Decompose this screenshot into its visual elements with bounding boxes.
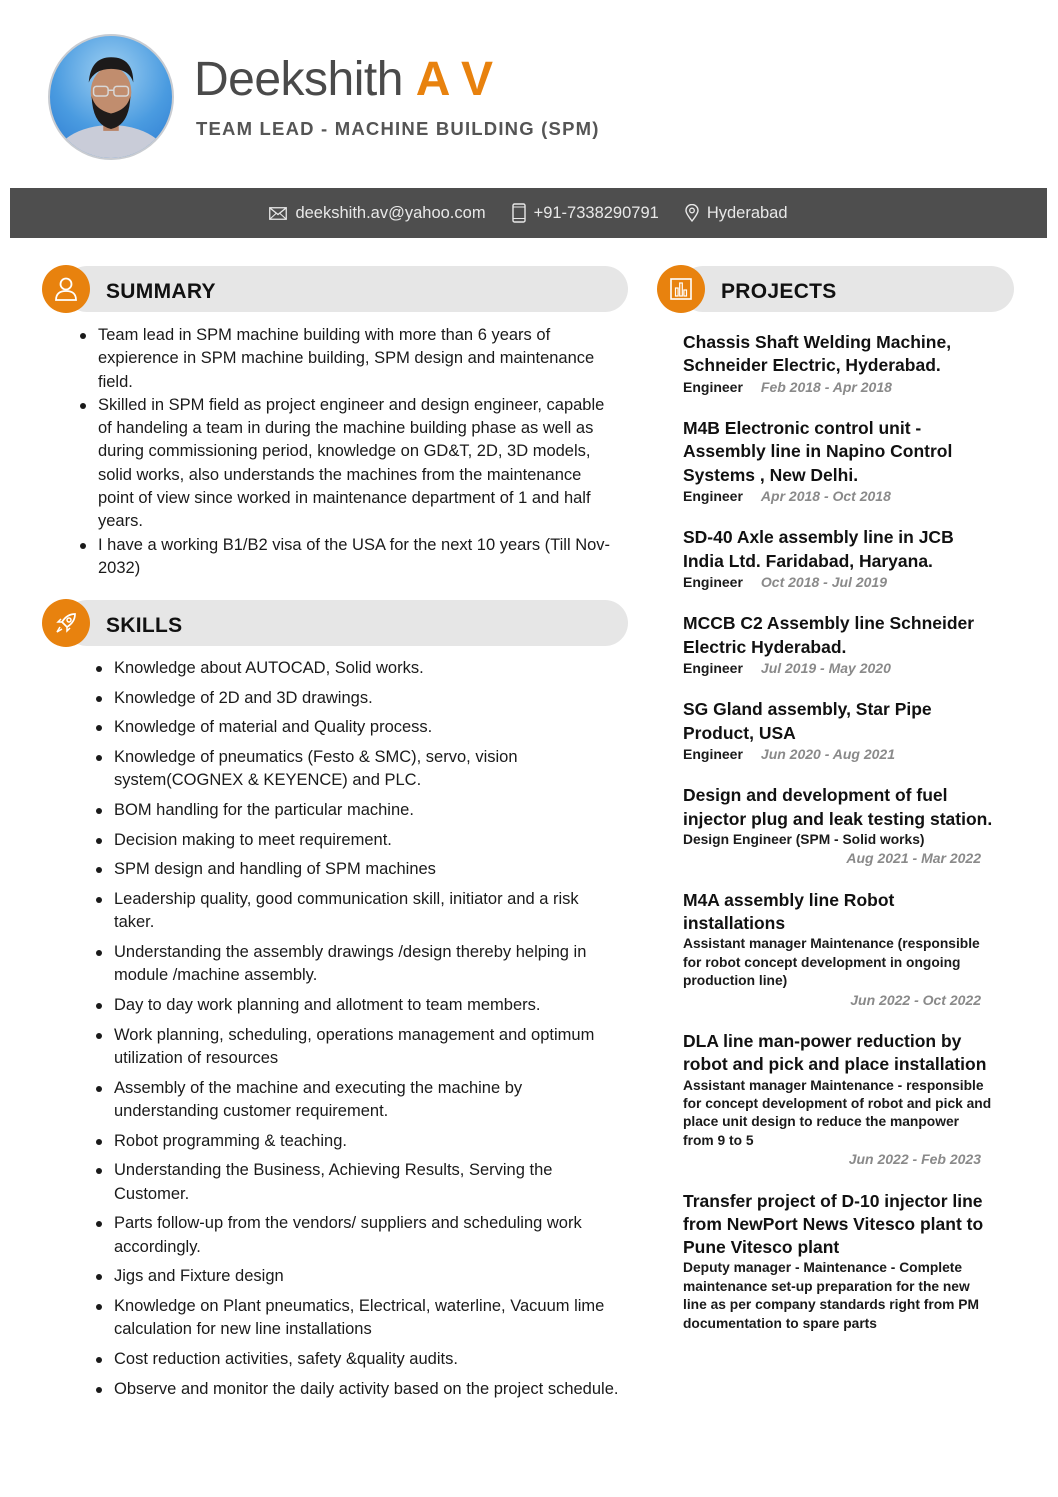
last-name: A V bbox=[415, 53, 493, 106]
location-text: Hyderabad bbox=[706, 203, 788, 222]
project-entry bbox=[683, 612, 993, 677]
profile-photo bbox=[48, 34, 174, 160]
project-role: Deputy manager - Maintenance - Complete maintenance set-up preparation for the new line as per company standards right from PM documentation to spare parts bbox=[683, 1260, 979, 1331]
project-entry bbox=[683, 698, 993, 763]
project-dates: Aug 2021 - Mar 2022 bbox=[846, 850, 981, 867]
project-role: Engineer bbox=[683, 573, 743, 590]
project-meta bbox=[683, 378, 993, 396]
skill-item: Parts follow-up from the vendors/ suppliers and scheduling work accordingly. bbox=[92, 1212, 620, 1259]
project-entry bbox=[683, 331, 993, 396]
project-entry bbox=[683, 526, 993, 591]
project-name: Design and development of fuel injector plug and leak testing station. bbox=[683, 785, 993, 829]
project-dates: Jun 2020 - Aug 2021 bbox=[760, 745, 895, 762]
skills-heading: SKILLS bbox=[106, 614, 183, 637]
contact-location bbox=[685, 204, 788, 223]
projects-list bbox=[683, 331, 993, 1354]
project-name: M4A assembly line Robot installations bbox=[683, 889, 895, 933]
project-meta bbox=[683, 1077, 993, 1169]
skill-item: Knowledge on Plant pneumatics, Electrical, waterline, Vacuum lime calculation for new line installations bbox=[92, 1295, 620, 1342]
project-entry bbox=[683, 889, 993, 1009]
skill-item: Leadership quality, good communication skill, initiator and a risk taker. bbox=[92, 888, 620, 935]
project-entry bbox=[683, 784, 993, 867]
contact-phone[interactable] bbox=[512, 203, 659, 223]
skill-item: Understanding the assembly drawings /design thereby helping in module /machine assembly. bbox=[92, 941, 620, 988]
first-name: Deekshith bbox=[194, 53, 403, 106]
project-role: Assistant manager Maintenance - responsible for concept development of robot and pick and place unit design to reduce the manpower from 9 to 5 bbox=[683, 1077, 992, 1148]
project-dates: Feb 2018 - Apr 2018 bbox=[760, 378, 892, 395]
skill-item: Understanding the Business, Achieving Results, Serving the Customer. bbox=[92, 1159, 620, 1206]
project-dates: Oct 2018 - Jul 2019 bbox=[760, 573, 887, 590]
project-name: SD-40 Axle assembly line in JCB India Ltd. Faridabad, Haryana. bbox=[683, 527, 954, 571]
project-dates: Jun 2022 - Oct 2022 bbox=[850, 991, 981, 1008]
skill-item: Knowledge of 2D and 3D drawings. bbox=[92, 687, 620, 710]
project-entry bbox=[683, 1030, 993, 1169]
skill-item: SPM design and handling of SPM machines bbox=[92, 858, 620, 881]
summary-list bbox=[76, 324, 616, 580]
bar-chart-icon bbox=[669, 277, 693, 301]
project-entry bbox=[683, 417, 993, 505]
job-title: TEAM LEAD - MACHINE BUILDING (SPM) bbox=[196, 118, 600, 139]
mobile-phone-icon bbox=[512, 203, 526, 223]
summary-heading: SUMMARY bbox=[106, 280, 216, 303]
project-meta bbox=[683, 935, 993, 1009]
project-role: Engineer bbox=[683, 378, 743, 395]
project-dates: Jun 2022 - Feb 2023 bbox=[848, 1151, 981, 1168]
summary-item: I have a working B1/B2 visa of the USA for the next 10 years (Till Nov- 2032) bbox=[76, 534, 616, 581]
candidate-name bbox=[194, 52, 493, 108]
skill-item: Assembly of the machine and executing the machine by understanding customer requirement. bbox=[92, 1077, 620, 1124]
project-role: Engineer bbox=[683, 659, 743, 676]
skill-item: Observe and monitor the daily activity based on the project schedule. bbox=[92, 1378, 620, 1401]
summary-icon-badge bbox=[42, 265, 90, 313]
skills-icon-badge bbox=[42, 599, 90, 647]
skills-list bbox=[92, 657, 620, 1407]
phone-text: +91-7338290791 bbox=[533, 203, 659, 222]
skill-item: Jigs and Fixture design bbox=[92, 1265, 620, 1288]
projects-heading: PROJECTS bbox=[721, 280, 837, 303]
project-role: Engineer bbox=[683, 487, 743, 504]
skill-item: BOM handling for the particular machine. bbox=[92, 799, 620, 822]
user-icon bbox=[53, 276, 79, 302]
skill-item: Cost reduction activities, safety &quality audits. bbox=[92, 1348, 620, 1371]
skill-item: Robot programming & teaching. bbox=[92, 1130, 620, 1153]
project-meta bbox=[683, 573, 993, 591]
projects-icon-badge bbox=[657, 265, 705, 313]
summary-item: Team lead in SPM machine building with more than 6 years of expierence in SPM machine building, SPM design and maintenance field. bbox=[76, 324, 616, 394]
project-meta bbox=[683, 831, 993, 868]
skill-item: Knowledge of pneumatics (Festo & SMC), servo, vision system(COGNEX & KEYENCE) and PLC. bbox=[92, 746, 620, 793]
email-text: deekshith.av@yahoo.com bbox=[295, 203, 486, 222]
project-meta bbox=[683, 659, 993, 677]
contact-email[interactable] bbox=[269, 204, 485, 223]
skill-item: Work planning, scheduling, operations management and optimum utilization of resources bbox=[92, 1024, 620, 1071]
project-name: Transfer project of D-10 injector line from NewPort News Vitesco plant to Pune Vitesco plant bbox=[683, 1190, 984, 1258]
skill-item: Knowledge about AUTOCAD, Solid works. bbox=[92, 657, 620, 680]
project-role: Design Engineer (SPM - Solid works) bbox=[683, 831, 925, 847]
project-name: Chassis Shaft Welding Machine, Schneider Electric, Hyderabad. bbox=[683, 332, 952, 376]
project-entry bbox=[683, 1190, 993, 1334]
project-role: Engineer bbox=[683, 745, 743, 762]
project-meta bbox=[683, 1259, 993, 1333]
project-name: DLA line man-power reduction by robot and pick and place installation bbox=[683, 1030, 987, 1075]
skill-item: Knowledge of material and Quality process. bbox=[92, 716, 620, 739]
skill-item: Decision making to meet requirement. bbox=[92, 829, 620, 852]
project-dates: Jul 2019 - May 2020 bbox=[760, 659, 891, 676]
avatar bbox=[50, 36, 172, 158]
project-name: MCCB C2 Assembly line Schneider Electric Hyderabad. bbox=[683, 613, 975, 657]
skill-item: Day to day work planning and allotment to team members. bbox=[92, 994, 620, 1017]
contact-bar bbox=[10, 188, 1047, 238]
rocket-icon bbox=[53, 610, 79, 636]
project-meta bbox=[683, 487, 993, 505]
project-meta bbox=[683, 745, 993, 763]
project-role: Assistant manager Maintenance (responsible for robot concept development in ongoing production line) bbox=[683, 936, 980, 989]
project-name: M4B Electronic control unit - Assembly line in Napino Control Systems , New Delhi. bbox=[683, 418, 953, 485]
summary-item: Skilled in SPM field as project engineer and design engineer, capable of handeling a team in during the machine building phase as well as during commissioning period, knowledge on GD&T, 2D, 3D models, solid works, also understands the machines from the maintenance point of view since worked in maintenance department of 1 and half years. bbox=[76, 394, 616, 534]
map-pin-icon bbox=[685, 204, 699, 222]
project-dates: Apr 2018 - Oct 2018 bbox=[760, 487, 891, 504]
project-name: SG Gland assembly, Star Pipe Product, USA bbox=[683, 699, 932, 743]
envelope-icon bbox=[269, 207, 287, 220]
